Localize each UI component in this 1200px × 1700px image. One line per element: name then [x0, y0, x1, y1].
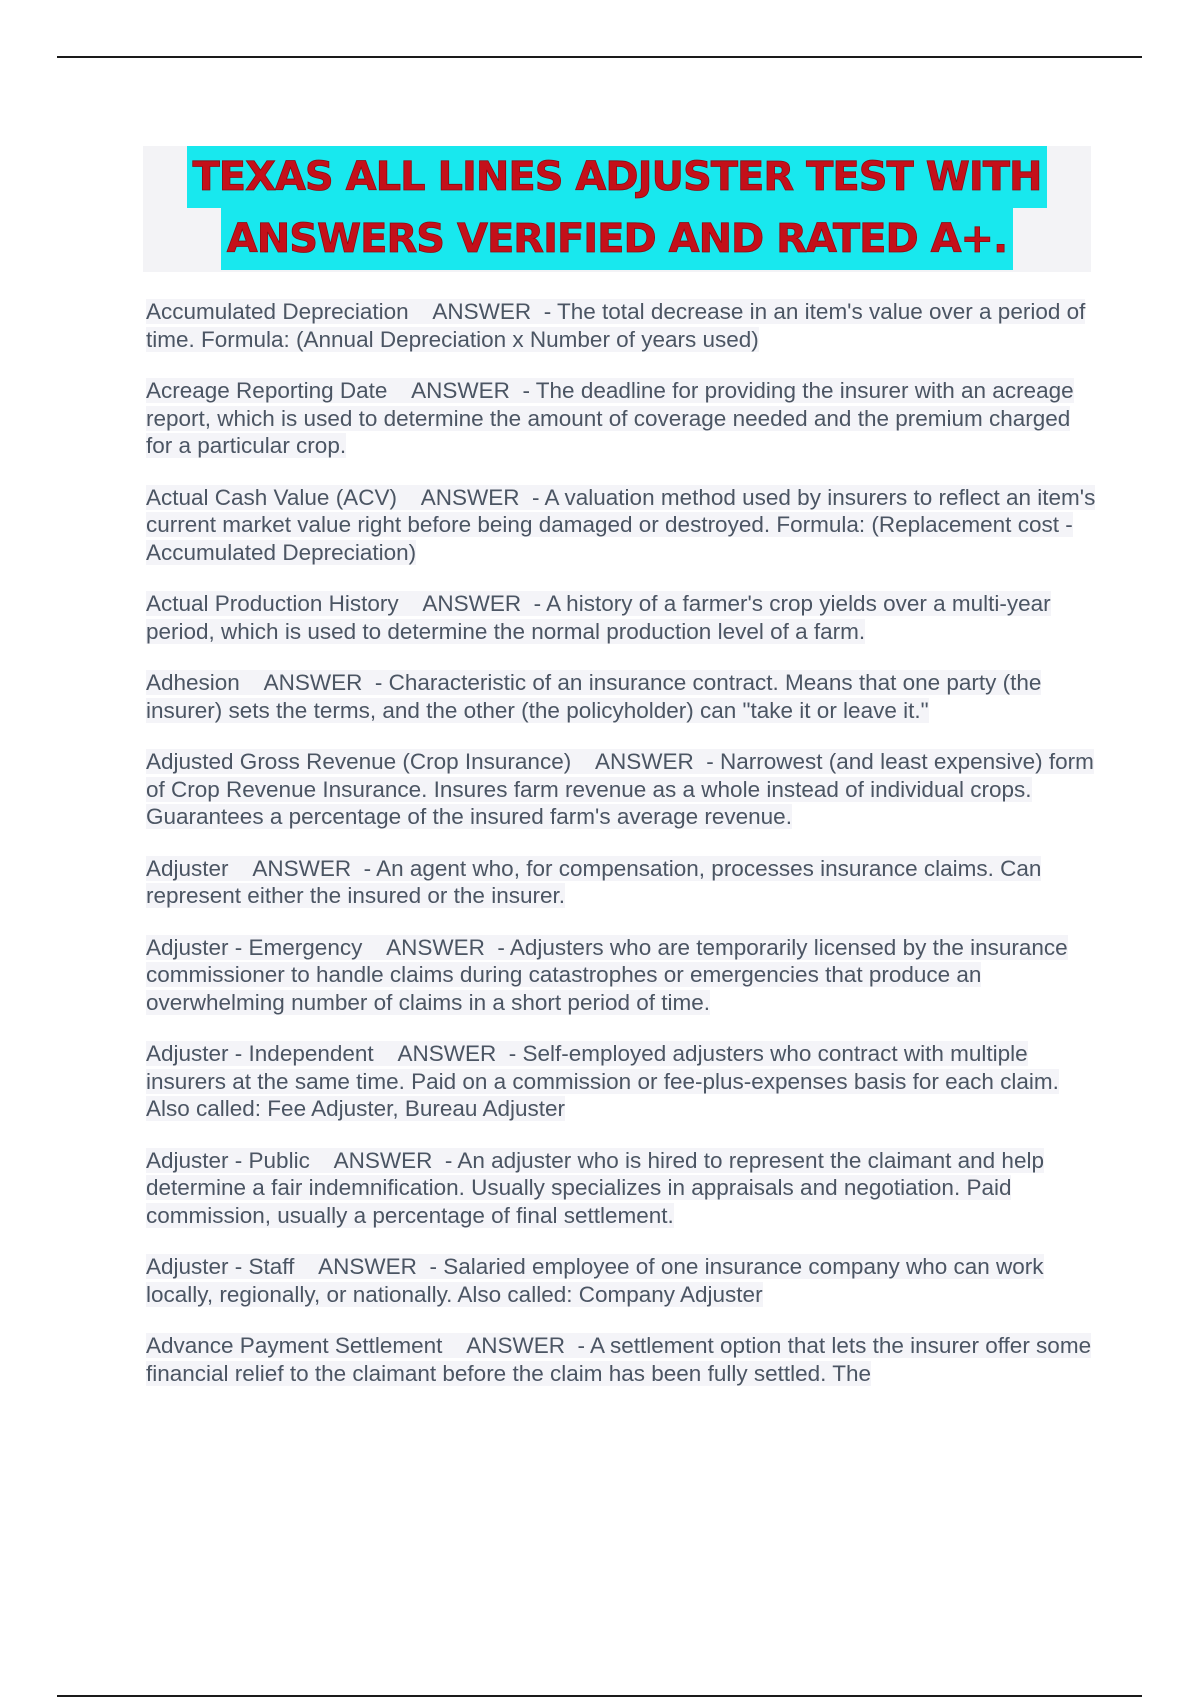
entry-definition: - Adjusters who are temporarily licensed by the insurance commissioner to handle claims during catastrophes or emergencies that produce an overwhelming number of claims in a short period of time.: [146, 934, 1068, 1015]
answer-label: ANSWER: [411, 378, 510, 403]
answer-label: ANSWER: [263, 670, 363, 695]
entry-term: Accumulated Depreciation: [146, 299, 409, 324]
answer-label: ANSWER: [466, 1333, 565, 1358]
glossary-entry: [146, 377, 1096, 460]
glossary-entry: [146, 1040, 1096, 1123]
entry-definition: - A valuation method used by insurers to reflect an item's current market value right before being damaged or destroyed. Formula: (Replacement cost - Accumulated Depreciation): [146, 484, 1096, 565]
answer-label: ANSWER: [422, 591, 522, 616]
entry-definition: - Salaried employee of one insurance company who can work locally, regionally, or nationally. Also called: Company Adjuster: [146, 1254, 1044, 1307]
entry-definition: - A settlement option that lets the insurer offer some financial relief to the claimant before the claim has been fully settled. The: [146, 1333, 1092, 1386]
answer-label: ANSWER: [397, 1041, 497, 1066]
entry-term: Adjuster: [146, 855, 229, 881]
entry-definition: - Narrowest (and least expensive) form of Crop Revenue Insurance. Insures farm revenue as a whole instead of individual crops. Guarantees a percentage of the insured farm's average revenue.: [146, 749, 1094, 829]
glossary-entry: [146, 669, 1096, 724]
answer-label: ANSWER: [432, 299, 532, 324]
answer-label: ANSWER: [420, 484, 520, 510]
entry-term: Adjuster - Staff: [146, 1254, 295, 1279]
glossary-entry: [146, 748, 1096, 831]
answer-label: ANSWER: [333, 1147, 433, 1173]
header-rule: [57, 56, 1142, 58]
glossary-entry: [146, 298, 1096, 353]
document-title-line-2: ANSWERS VERIFIED AND RATED A+.: [221, 208, 1013, 270]
entry-term: Adhesion: [146, 670, 240, 695]
glossary-entry: [146, 590, 1096, 645]
entry-definition: - Characteristic of an insurance contract. Means that one party (the insurer) sets the terms, and the other (the policyholder) can "take it or leave it.": [146, 670, 1042, 723]
entry-definition: - The total decrease in an item's value over a period of time. Formula: (Annual Depreciation x Number of years used): [146, 299, 1086, 352]
answer-label: ANSWER: [386, 934, 485, 960]
entry-term: Advance Payment Settlement: [146, 1333, 443, 1358]
glossary-entry: [146, 484, 1096, 567]
glossary-entry: [146, 1253, 1096, 1308]
entry-definition: - An adjuster who is hired to represent the claimant and help determine a fair indemnification. Usually specializes in appraisals and negotiation. Paid commission, usually a percentage of final settlement.: [146, 1147, 1044, 1228]
entry-term: Actual Production History: [146, 591, 399, 616]
glossary-entry: [146, 934, 1096, 1017]
entry-term: Actual Cash Value (ACV): [146, 484, 397, 510]
entry-definition: - An agent who, for compensation, processes insurance claims. Can represent either the insured or the insurer.: [146, 855, 1042, 908]
glossary-entry: [146, 1147, 1096, 1230]
entry-term: Adjuster - Emergency: [146, 934, 363, 960]
footer-rule: [57, 1695, 1142, 1697]
entry-definition: - Self-employed adjusters who contract with multiple insurers at the same time. Paid on a commission or fee-plus-expenses basis for each claim. Also called: Fee Adjuster, Bureau Adjuster: [146, 1041, 1059, 1121]
document-title-banner: [143, 146, 1091, 272]
entry-definition: - The deadline for providing the insurer with an acreage report, which is used to determine the amount of coverage needed and the premium charged for a particular crop.: [146, 378, 1074, 458]
answer-label: ANSWER: [252, 855, 352, 881]
entry-definition: - A history of a farmer's crop yields over a multi-year period, which is used to determine the normal production level of a farm.: [146, 591, 1051, 644]
answer-label: ANSWER: [594, 749, 694, 774]
entry-term: Adjuster - Public: [146, 1147, 310, 1173]
document-title-line-1: TEXAS ALL LINES ADJUSTER TEST WITH: [187, 146, 1048, 208]
glossary-entries: [146, 298, 1096, 1411]
entry-term: Adjusted Gross Revenue (Crop Insurance): [146, 749, 572, 774]
glossary-entry: [146, 855, 1096, 910]
entry-term: Adjuster - Independent: [146, 1041, 374, 1066]
entry-term: Acreage Reporting Date: [146, 378, 388, 403]
glossary-entry: [146, 1332, 1096, 1387]
answer-label: ANSWER: [318, 1254, 417, 1279]
